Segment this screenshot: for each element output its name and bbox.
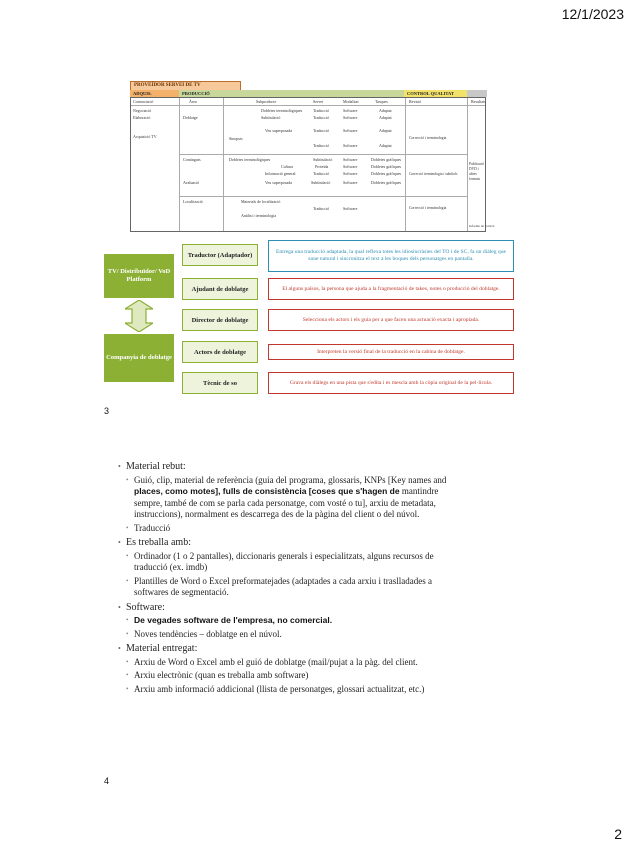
subheader: Contractació: [133, 99, 154, 104]
table-title: PROVEÏDOR SERVEI DE TV: [130, 81, 241, 91]
table-cell: Veu superposada: [265, 128, 292, 133]
table-cell: Dobletes gràfiques: [371, 180, 402, 185]
table-cell: Dobletes gràfiques: [371, 164, 402, 169]
table-cell: Software: [343, 206, 358, 211]
role-sound-tech-desc: Grava els diàlegs en una pista que s'edita i es mescla amb la còpia original de la pel·lícula.: [268, 372, 514, 394]
control-note: Correcció terminologia i subtítols: [409, 172, 458, 176]
subheader: Àrea: [189, 99, 197, 104]
table-cell: Acquisició TV: [133, 134, 157, 139]
table-cell: Doblatge: [183, 115, 198, 120]
table-cell: Adaptat: [379, 108, 392, 113]
header-produccio: PRODUCCIÓ: [179, 90, 406, 97]
table-cell: Dobletes terminológiques: [261, 108, 303, 113]
table-cell: Software: [343, 180, 358, 185]
role-actors-desc: Interpreten la versió final de la traducció en la cabina de doblatge.: [268, 344, 514, 360]
list-item: • Material entregat:: [118, 643, 468, 655]
subheader: Servei: [313, 99, 324, 104]
table-cell: Elaboració: [133, 115, 151, 120]
item-text-bold: places, como motes], fulls de consistència [coses que s'hagen de: [134, 486, 400, 496]
table-footer-note: Informe de control: [469, 224, 495, 228]
item-text: Guió, clip, material de referència (guia del programa, glossaris, KNPs [Key names and: [134, 474, 447, 485]
table-cell: Traducció: [313, 206, 330, 211]
list-item: [118, 461, 468, 473]
list-item: • Arxiu electrònic (quan es treballa amb software): [118, 670, 468, 682]
item-text: mantindre sempre, també de com se parla cada personatge, com vosté o tu], arxiu de metadata, instruccions), normalment es descarrega des de la pàgina del client o del núvol.: [134, 486, 439, 519]
print-date: 12/1/2023: [561, 6, 624, 22]
table-cell: Adaptat: [379, 115, 392, 120]
table-cell: Adaptat: [379, 128, 392, 133]
role-translator: Traductor (Adaptador): [182, 244, 258, 266]
item-text-bold: De vegades software de l'empresa, no comercial.: [134, 615, 333, 625]
header-adquis: ADQUIS.: [130, 90, 181, 97]
list-item: • Plantilles de Word o Excel preformatejades (adaptades a cada arxiu i traslladades a softwares de segmentació.: [118, 576, 468, 599]
table-cell: Dobletes gràfiques: [371, 171, 402, 176]
table-cell: Software: [343, 128, 358, 133]
header-control: CONTROL QUALITAT: [404, 90, 469, 97]
page-number: 2: [614, 826, 622, 842]
subheader: Resultats: [471, 99, 486, 104]
table-cell: Negociació: [133, 108, 152, 113]
control-note: Correcció i terminologia: [409, 206, 447, 210]
control-note: Correcció i terminologia: [409, 136, 447, 140]
services-table: [130, 97, 495, 232]
role-director: Director de doblatge: [182, 309, 258, 331]
table-cell: Anàlisi i terminologia: [241, 213, 277, 218]
list-item: [118, 615, 468, 627]
table-cell: Software: [343, 143, 358, 148]
list-item: • Arxiu amb informació addicional (llista de personatges, glossari actualitzat, etc.): [118, 684, 468, 696]
slide-4: [118, 458, 468, 695]
table-cell: Informació general: [265, 171, 296, 176]
table-cell: Subtitulació: [261, 115, 281, 120]
list-item: [118, 475, 468, 521]
list-item: • Ordinador (1 o 2 pantalles), diccionaris generals i especialitzats, alguns recursos de traducció (ex. imdb): [118, 551, 468, 574]
table-cell: Proteïda: [315, 164, 329, 169]
list-item: • Traducció: [118, 523, 468, 535]
list-item: • Noves tendències – doblatge en el núvol.: [118, 629, 468, 641]
table-cell: Traducció: [313, 115, 330, 120]
table-cell: Software: [343, 164, 358, 169]
subheader: Revisió: [409, 99, 422, 104]
section-label: Material rebut:: [126, 461, 186, 472]
role-actors: Actors de doblatge: [182, 341, 258, 363]
table-cell: Traducció: [313, 143, 330, 148]
table-cell: Software: [343, 171, 358, 176]
table-cell: Software: [343, 157, 358, 162]
table-cell: Software: [343, 108, 358, 113]
table-cell: Dobletes gràfiques: [371, 157, 402, 162]
role-translator-desc: Entrega una traducció adaptada, la qual reflexa totes les idiosincràsies del TO i de SC, fa un diàleg que sone natural i sincronitza el text a les boques dels personatges en pantalla.: [268, 240, 514, 272]
table-cell: Materials de localització: [241, 199, 281, 204]
double-arrow-icon: [125, 300, 153, 332]
role-assistant-desc: El alguns països, la persona que ajuda a la fragmentació de takes, notes o producció del doblatge.: [268, 278, 514, 300]
tv-distributor-box: TV/ Distribuïdor/ VoD Platform: [104, 254, 174, 298]
table-cell: Subtitulació: [311, 180, 331, 185]
subheader: Tasques: [375, 99, 388, 104]
result-note: Publicació DVD i altres formats: [469, 162, 485, 181]
slide-number: 4: [104, 776, 110, 786]
table-cell: Veu superposada: [265, 180, 292, 185]
table-cell: Traducció: [313, 171, 330, 176]
table-cell: Traducció: [313, 128, 330, 133]
table-cell: Continguts: [183, 157, 201, 162]
role-sound-tech: Tècnic de so: [182, 372, 258, 394]
table-cell: Dobletes terminológiques: [229, 157, 271, 162]
header-blank: [467, 90, 487, 97]
table-cell: Sinopsis: [229, 136, 243, 141]
list-item: • Es treballa amb:: [118, 537, 468, 549]
table-cell: Subtitulació: [313, 157, 333, 162]
slide-3: [104, 78, 524, 396]
subheader: Subproducte: [256, 99, 277, 104]
list-item: • Software:: [118, 602, 468, 614]
subheader: Modalitat: [343, 99, 359, 104]
role-director-desc: Selecciona els actors i els guia per a que facen una actuació exacta i apropiada.: [268, 309, 514, 331]
table-cell: Traducció: [313, 108, 330, 113]
slide-number: 3: [104, 406, 110, 416]
role-assistant: Ajudant de doblatge: [182, 278, 258, 300]
table-cell: Software: [343, 115, 358, 120]
table-cell: Cultura: [281, 164, 293, 169]
table-cell: Avaluació: [183, 180, 200, 185]
list-item: • Arxiu de Word o Excel amb el guió de doblatge (mail/pujat a la pàg. del client.: [118, 657, 468, 669]
dubbing-company-box: Companyia de doblatge: [104, 334, 174, 382]
table-cell: Localització: [183, 199, 203, 204]
table-cell: Adaptat: [379, 143, 392, 148]
